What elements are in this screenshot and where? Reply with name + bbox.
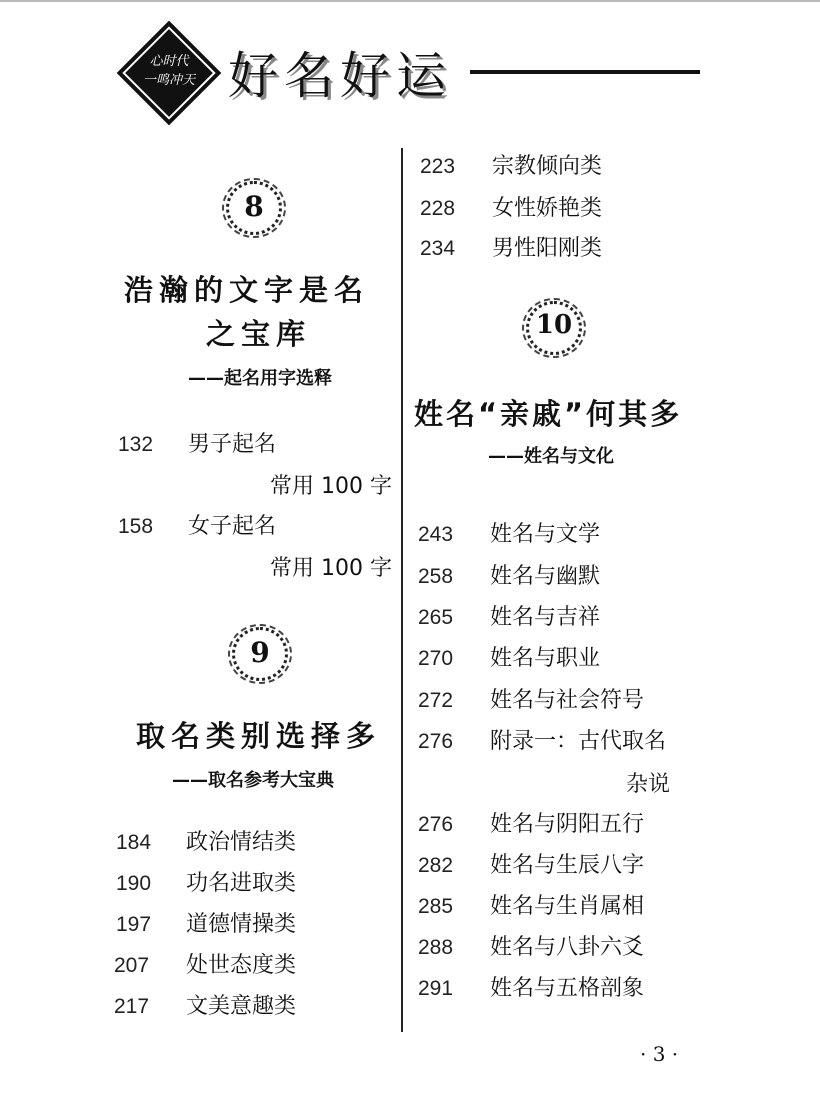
toc-label: 姓名与吉祥: [490, 605, 601, 630]
toc-label: 女性娇艳类: [492, 196, 603, 221]
toc-label: 姓名与八卦六爻: [490, 935, 645, 960]
section-number: 9: [250, 636, 270, 669]
section-9-title: 取名类别选择多: [136, 719, 382, 753]
toc-page-number: 285: [418, 895, 454, 918]
toc-entry[interactable]: [418, 520, 601, 550]
column-divider: [401, 148, 403, 1032]
section-number: 10: [535, 310, 573, 340]
section-8-badge: [222, 178, 288, 240]
toc-label: 附录一：古代取名: [490, 729, 667, 754]
toc-label: 姓名与文学: [490, 522, 601, 547]
section-9-subtitle: ——取名参考大宝典: [172, 770, 334, 791]
emblem-line1: 心时代: [149, 54, 189, 69]
toc-page-number: 197: [116, 913, 152, 936]
toc-page-number: 184: [116, 831, 152, 854]
top-border: [0, 0, 820, 2]
toc-page-number: 228: [420, 197, 456, 220]
toc-page-number: 207: [114, 954, 150, 977]
toc-entry[interactable]: [418, 851, 645, 881]
toc-entry[interactable]: [418, 727, 667, 757]
toc-page-number: 223: [420, 155, 456, 178]
toc-page-number: 132: [118, 433, 154, 456]
toc-entry[interactable]: [114, 992, 297, 1022]
toc-entry[interactable]: [418, 933, 645, 963]
section-10-subtitle: ——姓名与文化: [488, 446, 614, 467]
section-10-badge: [522, 298, 588, 360]
toc-label: 姓名与五格剖象: [490, 976, 645, 1001]
page-number: · 3 ·: [640, 1042, 679, 1066]
toc-page-number: 217: [114, 995, 150, 1018]
toc-label: 宗教倾向类: [492, 154, 603, 179]
toc-label: 女子起名: [188, 514, 277, 539]
toc-page-number: 276: [418, 730, 454, 753]
toc-label: 政治情结类: [186, 830, 297, 855]
toc-label: 男子起名: [188, 432, 277, 457]
toc-label: 姓名与生肖属相: [490, 894, 645, 919]
section-8-title-line2: 之宝库: [206, 317, 312, 351]
toc-label: 姓名与幽默: [490, 564, 601, 589]
toc-page-number: 243: [418, 523, 454, 546]
toc-entry[interactable]: [418, 644, 601, 674]
header-emblem: [118, 22, 220, 124]
toc-page-number: 276: [418, 813, 454, 836]
toc-entry[interactable]: [418, 892, 645, 922]
toc-entry[interactable]: [420, 234, 603, 264]
toc-label-continuation: 杂说: [626, 772, 671, 797]
emblem-line2: 一鸣冲天: [142, 73, 195, 88]
toc-label: 姓名与职业: [490, 646, 601, 671]
emblem-text: [118, 52, 220, 90]
section-9-badge: [228, 624, 294, 686]
toc-page-number: 282: [418, 854, 454, 877]
toc-entry[interactable]: [418, 974, 645, 1004]
toc-label-continuation: 常用 100 字: [270, 556, 392, 581]
toc-page-number: 190: [116, 872, 152, 895]
toc-label: 男性阳刚类: [492, 236, 603, 261]
toc-page-number: 291: [418, 977, 454, 1000]
toc-page-number: 270: [418, 647, 454, 670]
toc-entry[interactable]: [114, 951, 297, 981]
toc-entry[interactable]: [420, 152, 603, 182]
section-8-title-line1: 浩瀚的文字是名: [124, 273, 370, 307]
toc-page-number: 258: [418, 565, 454, 588]
section-10-title: 姓名“亲戚”何其多: [414, 397, 683, 431]
toc-label: 道德情操类: [186, 912, 297, 937]
toc-label: 功名进取类: [186, 871, 297, 896]
toc-page-number: 265: [418, 606, 454, 629]
toc-page-number: 158: [118, 515, 154, 538]
toc-entry[interactable]: [418, 810, 645, 840]
toc-entry[interactable]: [118, 512, 277, 542]
toc-entry[interactable]: [420, 194, 603, 224]
page-title: 好名好运: [228, 47, 452, 105]
section-number: 8: [244, 190, 264, 223]
toc-entry[interactable]: [418, 603, 601, 633]
title-rule: [470, 70, 700, 74]
toc-label: 文美意趣类: [186, 994, 297, 1019]
toc-entry[interactable]: [118, 430, 277, 460]
toc-entry[interactable]: [116, 828, 297, 858]
toc-entry[interactable]: [116, 869, 297, 899]
toc-page-number: 288: [418, 936, 454, 959]
toc-entry[interactable]: [116, 910, 297, 940]
toc-label: 姓名与社会符号: [490, 688, 645, 713]
toc-label: 姓名与阴阳五行: [490, 812, 645, 837]
toc-page-number: 272: [418, 689, 454, 712]
section-8-subtitle: ——起名用字选释: [188, 368, 332, 389]
toc-entry[interactable]: [418, 562, 601, 592]
toc-page-number: 234: [420, 237, 456, 260]
toc-label: 处世态度类: [186, 953, 297, 978]
toc-entry[interactable]: [418, 686, 645, 716]
toc-label: 姓名与生辰八字: [490, 853, 645, 878]
toc-label-continuation: 常用 100 字: [270, 474, 392, 499]
